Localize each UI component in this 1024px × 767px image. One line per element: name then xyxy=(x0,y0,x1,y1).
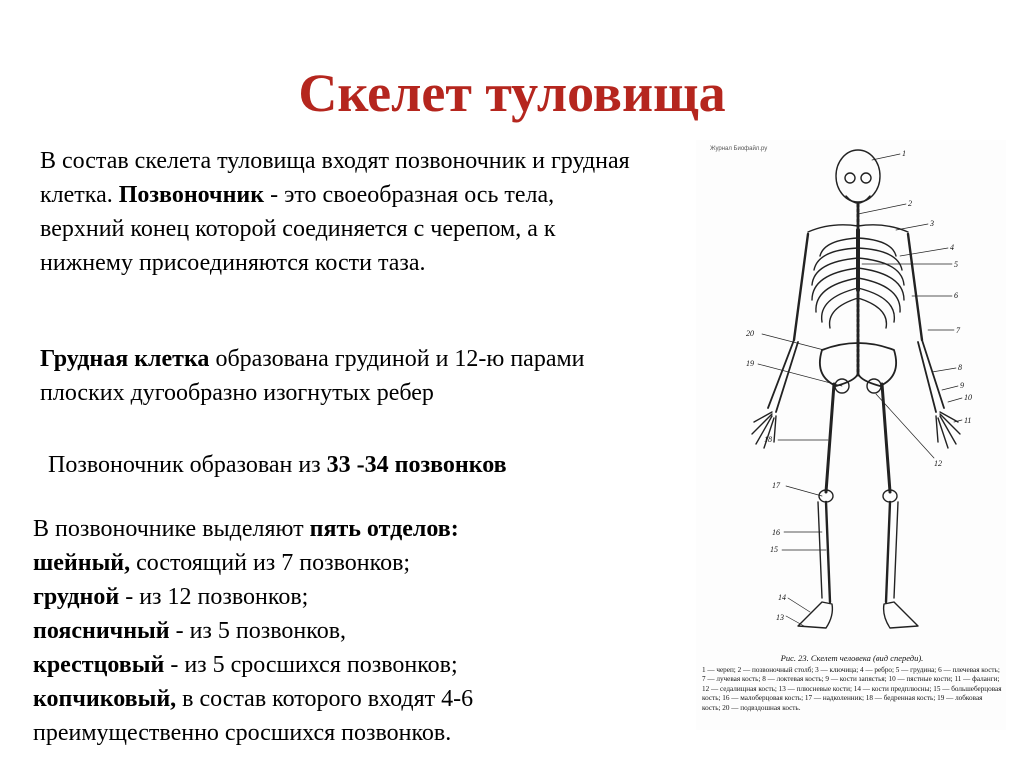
skeleton-illustration xyxy=(696,140,1006,650)
caption-text: 1 — череп; 2 — позвоночный столб; 3 — ключица; 4 — ребро; 5 — грудина; 6 — плечевая кость; 7 — лучевая кость; 8 — локтевая кость; 9 — кости запястья; 10 — пястные кости; 11 — фаланги; 12 — седалищная кость; 13 — плюсневые кости; 14 — кости предплюсны; 15 — большеберцовая кость; 16 — малоберцовая кость; 17 — надколенник; 18 — бедренная кость; 19 — лобковая кость; 20 — подвздошная кость. xyxy=(702,665,1002,712)
label-1: 1 xyxy=(902,149,906,158)
label-11: 11 xyxy=(964,416,972,425)
paragraph-thorax xyxy=(40,342,640,410)
label-19: 19 xyxy=(746,359,754,368)
label-7: 7 xyxy=(956,326,960,335)
section-item: грудной - из 12 позвонков; xyxy=(33,584,309,610)
label-3: 3 xyxy=(930,219,934,228)
label-9: 9 xyxy=(960,381,964,390)
caption-title: Рис. 23. Скелет человека (вид спереди). xyxy=(780,653,924,663)
paragraph-vertebrae-count xyxy=(48,448,648,482)
label-12: 12 xyxy=(934,459,942,468)
text-run: образована грудиной и 12-ю парами плоских дугообразно изогнутых ребер xyxy=(40,346,585,406)
slide-title: Скелет туловища xyxy=(298,63,726,123)
label-10: 10 xyxy=(964,393,972,402)
label-4: 4 xyxy=(950,243,954,252)
label-5: 5 xyxy=(954,260,958,269)
label-15: 15 xyxy=(770,545,778,554)
label-16: 16 xyxy=(772,528,780,537)
paragraph-sections xyxy=(33,512,653,750)
label-6: 6 xyxy=(954,291,958,300)
skeleton-figure xyxy=(696,140,1006,730)
label-17: 17 xyxy=(772,481,780,490)
label-14: 14 xyxy=(778,593,786,602)
label-20: 20 xyxy=(746,329,754,338)
label-2: 2 xyxy=(908,199,912,208)
watermark: Журнал Биофайл.ру xyxy=(710,146,768,152)
text-run: - это своеобразная ось тела, верхний конец которой соединяется с черепом, а к нижнему присоединяются кости таза. xyxy=(40,182,556,276)
section-item: поясничный - из 5 позвонков, xyxy=(33,618,347,644)
term-spine: Позвоночник xyxy=(118,182,265,208)
section-item: копчиковый, в состав которого входят 4-6 преимущественно сросшихся позвонков. xyxy=(33,686,474,746)
label-13: 13 xyxy=(776,613,784,622)
label-18: 18 xyxy=(764,435,772,444)
section-item: шейный, состоящий из 7 позвонков; xyxy=(33,550,411,576)
label-8: 8 xyxy=(958,363,962,372)
text-run: Позвоночник образован из xyxy=(48,452,327,478)
term-thorax: Грудная клетка xyxy=(40,346,210,372)
section-item: крестцовый - из 5 сросшихся позвонков; xyxy=(33,652,458,678)
paragraph-composition xyxy=(40,144,640,280)
vertebrae-count: 33 -34 позвонков xyxy=(326,452,507,478)
sections-intro: В позвоночнике выделяют пять отделов: xyxy=(33,516,459,542)
text-run: В состав скелета туловища входят позвоночник и грудная клетка. xyxy=(40,148,630,208)
figure-caption xyxy=(702,654,1002,714)
